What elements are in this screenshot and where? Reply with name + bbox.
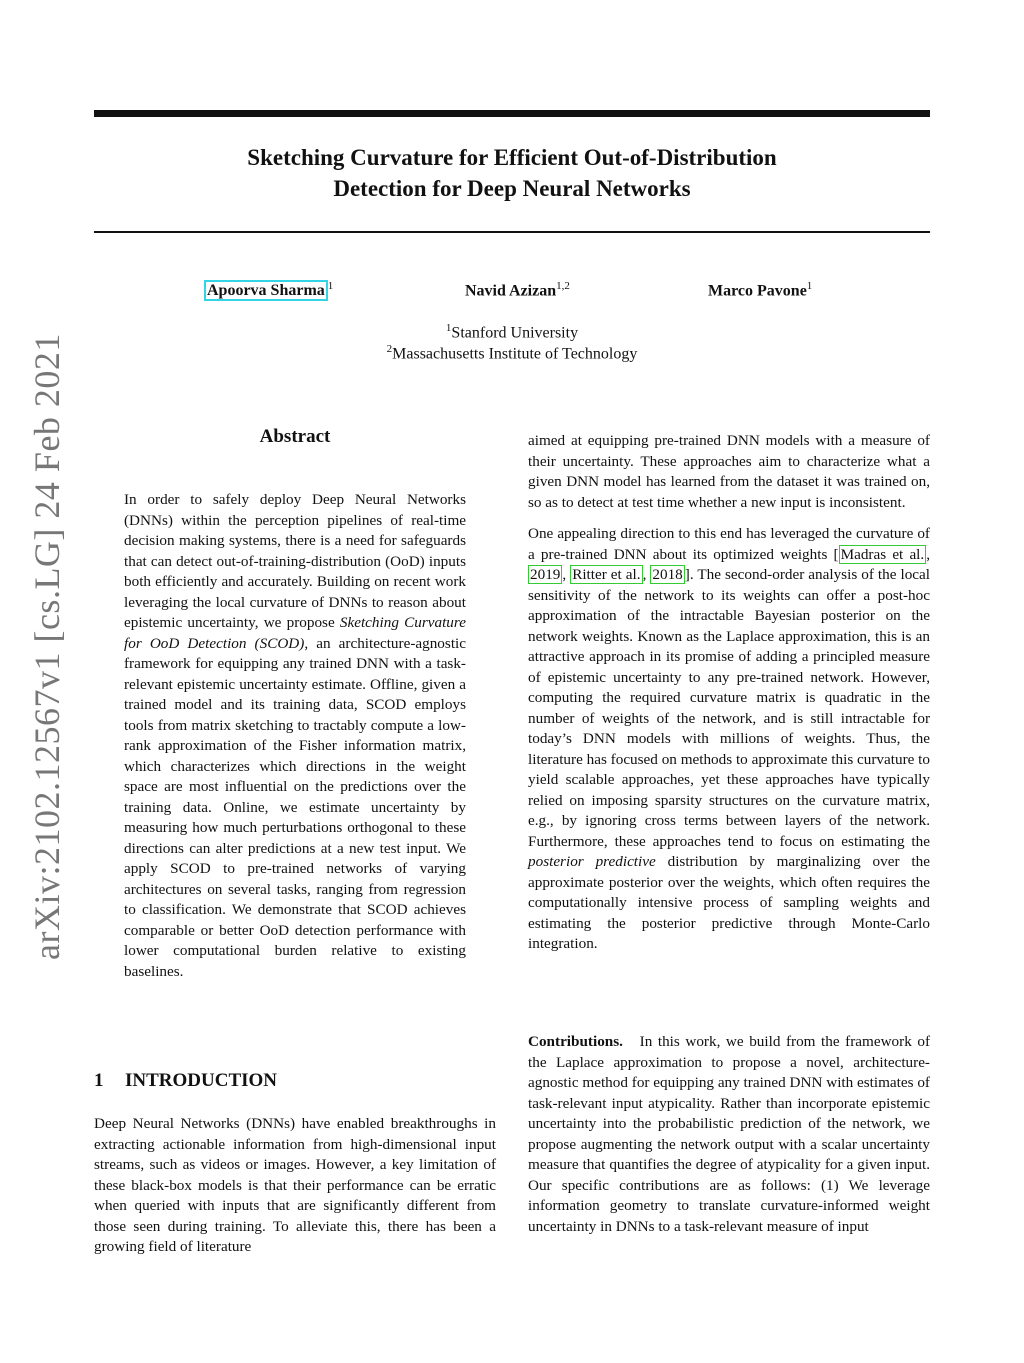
citation-ritter-author: Ritter et al. — [572, 566, 641, 583]
abstract-body — [124, 490, 466, 982]
author-2-name: Navid Azizan — [465, 282, 557, 300]
introduction-paragraph — [94, 1114, 496, 1258]
citation-madras-author: Madras et al. — [840, 545, 925, 563]
right-paragraph-2: One appealing direction to this end has leveraged the curvature of a pre-trained DNN about its optimized weights [ Madras et al. , 2019 , Ritter et al. , 2018 ]. The second-order analysis of the local sensitivity of the network to its weights can offer a post-hoc approximation of the intractable Bayesian posterior on the network weights. Known as the Laplace approximation, this is an attractive approach in its promise of adding a principled measure of epistemic uncertainty to any pre-trained network. However, computing the required curvature matrix is quadratic in the number of weights of the network, and is still intractable for today’s DNN models with millions of weights. Thus, the literature has focused on methods to approximate this curvature to yield scalable approaches, yet these approaches have typically relied on imposing sparsity structures on the curvature matrix, e.g., by ignoring cross terms between layers of the network. Furthermore, these approaches tend to focus on estimating the posterior predictive distribution by marginalizing over the approximate posterior over the weights, which often requires the computationally intensive process of sampling weights and estimating the posterior predictive through Monte-Carlo integration. — [528, 525, 931, 952]
section-title: INTRODUCTION — [125, 1070, 278, 1091]
right-column — [528, 431, 930, 955]
affiliation-1-name: Stanford University — [451, 324, 579, 342]
p2-emph: posterior predictive — [528, 853, 656, 870]
section-number: 1 — [94, 1070, 104, 1091]
p2-text-after: ]. The second-order analysis of the local sensitivity of the network to its weights can offer a post-hoc approximation of the intractable Bayesian posterior on the network weights. Known as the Laplace approximation, this is an attractive approach in its promise of adding a principled measure of epistemic uncertainty to any pre-trained network. However, computing the required curvature matrix is quadratic in the number of weights of the network, and is still intractable for today’s DNN models with millions of weights. Thus, the literature has focused on methods to approximate this curvature to yield scalable approaches, yet these approaches have typically relied on imposing sparsity structures on the curvature matrix, e.g., by ignoring cross terms between layers of the network. Furthermore, these approaches tend to focus on estimating the — [528, 566, 931, 850]
citation-madras-year[interactable]: 2019 — [530, 566, 561, 583]
contributions-text: In this work, we build from the framework of the Laplace approximation to propose a novel, architecture-agnostic method for equipping any trained DNN with estimates of task-relevant input atypicality. Rather than incorporate epistemic uncertainty into the probabilistic prediction of the network, we propose augmenting the network output with a scalar uncertainty measure that quantifies the degree of atypicality for a given input. Our specific contributions are as follows: (1) We leverage information geometry to translate curvature-informed weight uncertainty in DNNs to a task-relevant measure of input — [528, 1033, 931, 1235]
affiliation-2-sup: 2 — [386, 343, 393, 355]
right-paragraph-1: aimed at equipping pre-trained DNN models with a measure of their uncertainty. These approaches aim to characterize what a given DNN model has learned from the dataset it was trained on, so as to detect at test time whether a new input is inconsistent. — [528, 432, 930, 511]
affiliation-1 — [94, 322, 930, 342]
author-1-sup: 1 — [327, 280, 334, 292]
affiliation-1-sup: 1 — [445, 322, 452, 334]
author-1[interactable] — [204, 280, 333, 300]
author-3 — [708, 280, 812, 300]
abstract-emph: Sketching Curvature for OoD Detection (SCOD) — [124, 614, 466, 652]
citation-ritter[interactable] — [570, 565, 642, 584]
author-1-link[interactable]: Apoorva Sharma — [204, 280, 328, 301]
affiliation-2 — [94, 343, 930, 363]
author-2 — [465, 280, 570, 300]
p2-text-end: distribution by marginalizing over the approximate posterior over the weights, which often requires the computationally intensive process of sampling weights and estimating the posterior predictive through Monte-Carlo integration. — [528, 853, 930, 952]
title-bottom-rule — [94, 231, 930, 233]
abstract-text-1: In order to safely deploy Deep Neural Networks (DNNs) within the perception pipelines of real-time decision making systems, there is a need for safeguards that can detect out-of-training-distribution (OoD) inputs both efficiently and accurately. Building on recent work leveraging the local curvature of DNNs to reason about epistemic uncertainty, we propose — [124, 491, 466, 631]
author-2-sup: 1,2 — [556, 280, 570, 292]
citation-ritter-year[interactable]: 2018 — [652, 566, 683, 583]
author-3-name: Marco Pavone — [708, 282, 807, 300]
title-top-rule — [94, 110, 930, 117]
intro-text: Deep Neural Networks (DNNs) have enabled breakthroughs in extracting actionable information from high-dimensional input streams, such as videos or images. However, a key limitation of these black-box models is that their performance can be erratic when queried with inputs that are significantly different from those seen during training. To alleviate this, there has been a growing field of literature — [94, 1115, 496, 1255]
author-3-sup: 1 — [806, 280, 813, 292]
section-heading-introduction — [94, 1070, 277, 1092]
citation-separator: , — [562, 566, 571, 583]
contributions-label: Contributions. — [528, 1033, 623, 1050]
abstract-heading: Abstract — [259, 426, 331, 447]
abstract-text-2: , an architecture-agnostic framework for equipping any trained DNN with a task-relevant epistemic uncertainty estimate. Offline, given a trained model and its training data, SCOD employs tools from matrix sketching to tractably compute a low-rank approximation of the Fisher information matrix, which characterizes which directions in the weight space are most influential on the predictions over the training data. Online, we estimate uncertainty by measuring how much perturbations orthogonal to these directions can alter predictions at a new test input. We apply SCOD to pre-trained networks of varying architectures on several tasks, ranging from regression to classification. We demonstrate that SCOD achieves comparable or better OoD detection performance with lower computational burden relative to existing baselines. — [124, 634, 466, 980]
p2-text-before: One appealing direction to this end has leveraged the curvature of a pre-trained DNN about its optimized weights [ — [528, 525, 930, 563]
contributions-paragraph — [528, 1032, 930, 1237]
paper-title — [94, 142, 930, 204]
title-line-2: Detection for Deep Neural Networks — [333, 176, 691, 201]
title-line-1: Sketching Curvature for Efficient Out-of-Distribution — [247, 145, 777, 170]
citation-madras[interactable] — [839, 545, 927, 564]
affiliation-2-name: Massachusetts Institute of Technology — [392, 345, 638, 363]
arxiv-side-stamp: arXiv:2102.12567v1 [cs.LG] 24 Feb 2021 — [27, 333, 67, 960]
